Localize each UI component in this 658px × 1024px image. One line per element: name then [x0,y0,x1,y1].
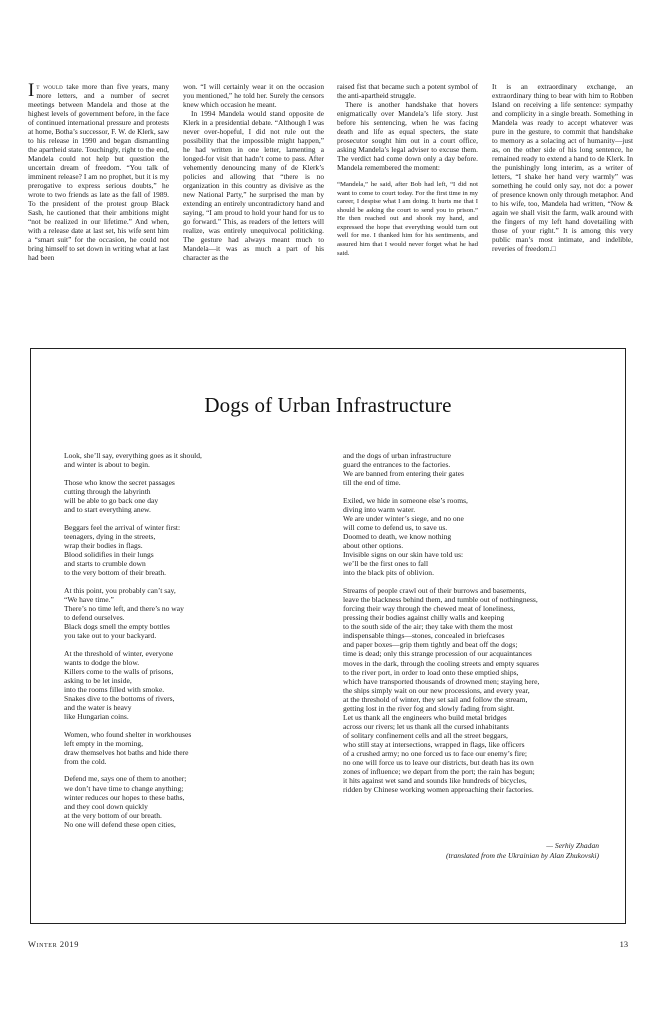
drop-cap: I [28,80,35,101]
poem-line: at the very bottom of our breath. [64,810,162,820]
poem-column-right [343,451,619,803]
article-column-4 [492,82,633,253]
poem-line: and the water is heavy [64,702,132,712]
poem-line: Doomed to death, we know nothing [343,532,452,542]
poem-credit [446,841,599,861]
poem-line: about other options. [343,541,404,551]
poem-line: and paper boxes—grip them tightly and beat off the dogs; [343,640,518,650]
poem-line: left empty in the morning, [64,738,144,748]
poem-stanza [343,586,619,794]
poem-line: across our rivers; let us thank all the cursed inhabitants [343,721,509,731]
poem-line: the ships simply wait on our new processions, and every year, [343,685,530,695]
poem-line: time is dead; only this strange procession of our acquaintances [343,649,532,659]
poem-line: into the black pits of oblivion. [343,568,434,578]
poem-line: Invisible signs on our skin have told us: [343,550,464,560]
poem-line: ridden by Chinese working women approaching their factories. [343,785,534,795]
poem-line: at the threshold of winter, they set sail and follow the stream, [343,694,528,704]
poem-line: and they cool down quickly [64,801,148,811]
poem-stanza [64,523,314,577]
poem-line: forcing their way through the chewed meat of loneliness, [343,604,516,614]
poem-line: Black dogs smell the empty bottles [64,621,170,631]
poem-line: Snakes dive to the bottoms of rivers, [64,693,175,703]
poem-line: wants to dodge the blow. [64,657,140,667]
poem-stanza [64,774,314,828]
poem-line: we’ll be the first ones to fall [343,559,429,569]
poem-line: leave the blackness behind them, and tumble out of nothingness, [343,595,538,605]
paragraph [28,82,169,262]
poem-line: We are under winter’s siege, and no one [343,513,464,523]
poem-line: into the rooms filled with smoke. [64,684,165,694]
poem-line: moves in the dark, through the cooling streets and empty squares [343,658,539,668]
poem-line: and winter is about to begin. [64,460,150,470]
poem-line: of solitary confinement cells and all the street beggars, [343,731,508,740]
poem-line: Women, who found shelter in workhouses [64,729,192,739]
poem-stanza [64,451,314,469]
poem-line: will be able to go back one day [64,495,159,505]
paragraph: won. “I will certainly wear it on the occasion you mentioned,” he told her. Surely the censors knew which occasion he meant. [183,82,324,110]
poem-line: you take out to your backyard. [64,630,157,640]
block-quote: “Mandela,” he said, after Bob had left, “I did not want to come to court today. For the first time in my career, I despise what I am doing. It hurts me that I should be asking the court to send you to prison.” He then reached out and shook my hand, and expressed the hope that everything would turn out well for me. I thanked him for his sentiments, and assured him that I would never forget what he had said. [337,181,478,257]
poem-line: getting lost in the river fog and slowly fading from sight. [343,703,515,713]
poem-line: Killers come to the walls of prisons, [64,666,174,676]
poem-line: which have transported thousands of drowned men; staying here, [343,676,540,686]
poem-line: cutting through the labyrinth [64,486,151,496]
poem-line: and the dogs of urban infrastructure [343,451,451,460]
poem-line: and to start everything anew. [64,504,151,514]
poem-line: asking to be let inside, [64,675,132,685]
poem-line: No one will defend these open cities, [64,819,176,829]
poem-line: and starts to crumble down [64,558,146,568]
poem-line: it hits against wet sand and sounds like hundreds of bicycles, [343,776,527,786]
poem-author: — Serhiy Zhadan [546,841,599,850]
poem-line: guard the entrances to the factories. [343,460,451,470]
poem-line: to the south side of the air; they take with them the most [343,622,513,632]
poem-line: At the threshold of winter, everyone [64,648,174,658]
poem-line: will come to defend us, to save us. [343,523,448,533]
poem-line: pressing their bodies against chilly walls and keeping [343,613,505,623]
paragraph: There is another handshake that hovers enigmatically over Mandela’s life story. Just before his sentencing, when he was facing death and life as equal specters, the state prosecutor sought him out in a court office, asking Mandela’s legal adviser to excuse them. The verdict had come down only a day before. Mandela remembered the moment: [337,100,478,173]
article-column-1 [28,82,169,262]
paragraph: raised fist that became such a potent symbol of the anti-apartheid struggle. [337,82,478,101]
poem-line: Streams of people crawl out of their burrows and basements, [343,586,527,595]
poem-line: till the end of time. [343,478,401,488]
end-mark: □ [551,244,556,254]
paragraph: In 1994 Mandela would stand opposite de Klerk in a presidential debate. “Although I was never over-hopeful, I did not rule out the possibility that the impossible might happen,” he had written in one letter, lamenting a longed-for visit that hadn’t come to pass. After vehemently denouncing many of de Klerk’s policies and allowing that “there is no organization in this country as divisive as the new National Party,” he surprised the man by extending an entirely uncontradictory hand and saying, “I am proud to hold your hand for us to go forward.” This, as readers of the letters will realize, was entirely unequivocal politicking. The gesture had always meant much to Mandela—it was as much a part of his character as the [183,109,324,263]
poem-line: Exiled, we hide in someone else’s rooms, [343,495,468,505]
paragraph-text: It is an extraordinary exchange, an extraordinary thing to bear with him to Robben Island on receiving a life sentence: sympathy and complicity in a single breath. Something in Mandela was ready to accept whatever was pure in the gesture, to commit that handshake to memory as a solacing act of humanity—just as, on the other side of his long sentence, he remained ready to extend a hand to de Klerk. In the punishingly long interim, as a writer of letters, “I shake her hand very warmly” was something he could only say, not do: a power of presence known only through metaphor. And to his wife, too, Mandela had written, “Now & again we shall visit the farm, walk around with the fingers of my left hand dovetailing with those of your right.” It is among this very public man’s most intimate, and indelible, reveries of freedom. [492,82,633,254]
poem-line: teenagers, dying in the streets, [64,531,156,541]
article-column-3 [337,82,478,258]
poem-line: from the cold. [64,756,107,766]
poem-line: Defend me, says one of them to another; [64,774,187,784]
poem-line: we don’t have time to change anything; [64,783,184,793]
article-column-2 [183,82,324,262]
lead-in: t would [36,82,63,91]
poem-line: Those who know the secret passages [64,477,175,487]
poem-line: who still stay at intersections, wrapped in flags, like officers [343,740,525,750]
poem-line: indispensable things—stones, concealed in briefcases [343,631,505,641]
poem-stanza [64,478,314,514]
poem-line: draw themselves hot baths and hide there [64,747,189,757]
poem-line: “We have time.” [64,594,114,604]
poem-column-left [64,451,314,837]
poem-stanza [64,649,314,722]
poem-line: to the river port, in order to load onto these emptied ships, [343,667,519,677]
poem-line: We are banned from entering their gates [343,469,464,479]
poem-line: like Hungarian coins. [64,711,129,721]
poem-line: to defend ourselves. [64,612,125,622]
poem-line: At this point, you probably can’t say, [64,585,176,595]
poem-line: Let us thank all the engineers who build metal bridges [343,712,507,722]
poem-title: Dogs of Urban Infrastructure [204,393,452,417]
poem-line: no one will force us to leave our districts, but death has its own [343,758,534,768]
poem-stanza [64,586,314,640]
poem-line: Blood solidifies in their lungs [64,549,154,559]
poem-line: There’s no time left, and there’s no way [64,603,184,613]
poem-line: Look, she’ll say, everything goes as it should, [64,451,202,460]
issue-label: Winter 2019 [28,940,80,949]
poem-box [30,348,626,924]
paragraph-text: take more than five years, many more letters, and a number of secret meetings between Mandela and those at the highest levels of government before, in the face of continued international pressure and protests at home, Botha’s successor, F. W. de Klerk, saw to his release in 1990 and began dismantling the apartheid state. Touchingly, right to the end, Mandela could not help but question the uncertain dream of freedom. “You talk of imminent release? I am no prophet, but it is my prerogative to express serious doubts,” he wrote to two friends as late as the fall of 1989. To the president of the protest group Black Sash, he cautioned that their ambitions might “not be realized in our lifetime.” And when, with a release date at last set, his wife sent him a “smart suit” for the occasion, he could not bring himself to set down in writing what at last had been [28,82,169,263]
poem-translator: (translated from the Ukrainian by Alan Zhukovski) [445,851,599,860]
poem-line: wrap their bodies in flags. [64,540,143,550]
poem-line: zones of influence; we depart from the port; the rain has begun; [343,767,535,777]
paragraph [492,82,633,253]
poem-line: winter reduces our hopes to these baths, [64,792,185,802]
page-number: 13 [619,940,628,949]
poem-line: of a crushed army; no one forced us to face our enemy’s fire; [343,749,527,759]
poem-stanza [343,496,619,578]
poem-line: Beggars feel the arrival of winter first: [64,522,181,532]
poem-line: diving into warm water. [343,504,416,514]
poem-line: to the very bottom of their breath. [64,567,167,577]
article-text [28,82,634,330]
poem-stanza [343,451,619,487]
poem-stanza [64,730,314,766]
